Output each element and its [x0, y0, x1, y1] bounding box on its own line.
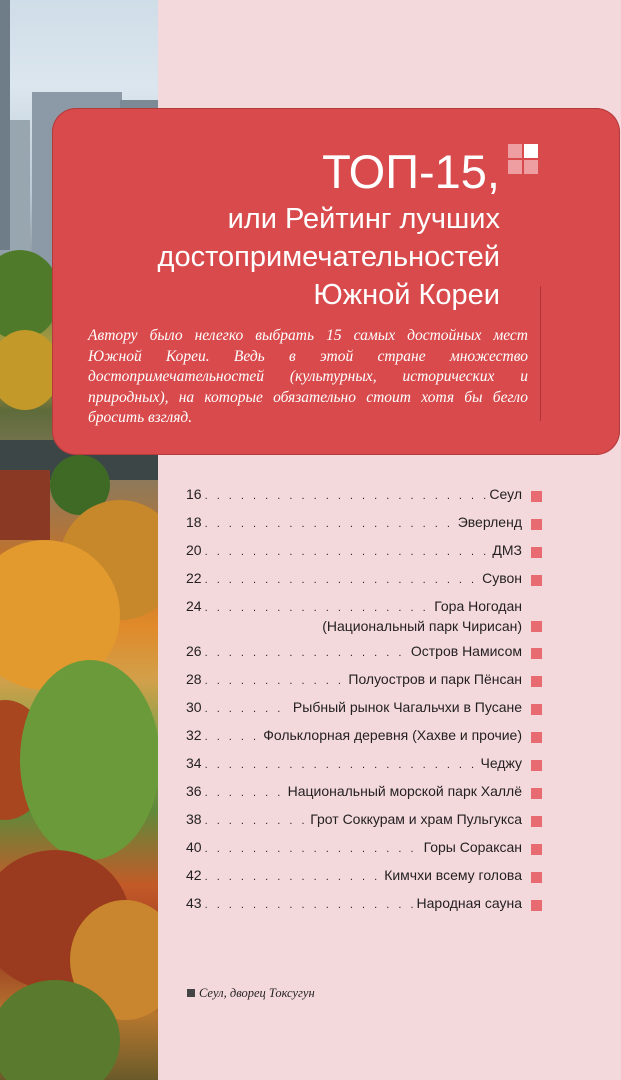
toc-leader-dots [205, 815, 308, 827]
toc-label: Сеул [489, 486, 522, 502]
toc-entry[interactable] [186, 755, 542, 783]
toc-page-number: 36 [186, 783, 202, 799]
toc-leader-dots [205, 787, 285, 799]
toc-label: ДМЗ [492, 542, 522, 558]
caption-text: Сеул, дворец Токсугун [199, 986, 315, 1000]
toc-entry[interactable] [186, 699, 542, 727]
divider [540, 286, 541, 421]
toc-entry[interactable] [186, 727, 542, 755]
toc-line [186, 839, 542, 859]
toc-entry[interactable] [186, 671, 542, 699]
square-bullet-icon [531, 547, 542, 558]
toc-label: Полуостров и парк Пёнсан [348, 671, 522, 687]
toc-entry[interactable] [186, 542, 542, 570]
toc-label: Сувон [482, 570, 522, 586]
tree [0, 330, 60, 410]
toc-label: Гора Ногодан [434, 598, 522, 614]
toc-leader-dots [205, 871, 382, 883]
subtitle-line: Южной Кореи [313, 279, 500, 311]
toc-entry[interactable] [186, 486, 542, 514]
tree [20, 660, 158, 860]
toc-page-number: 43 [186, 895, 202, 911]
square-bullet-icon [531, 491, 542, 502]
square-bullet-icon [531, 844, 542, 855]
toc-label: Рыбный рынок Чагальчхи в Пусане [292, 699, 522, 715]
toc-leader-dots [205, 647, 408, 659]
title-card [52, 108, 620, 455]
toc-leader-dots [205, 518, 455, 530]
toc-page-number: 18 [186, 514, 202, 530]
toc-entry[interactable] [186, 514, 542, 542]
toc-label: Чеджу [480, 755, 522, 771]
toc-entry[interactable] [186, 643, 542, 671]
palace-hall [0, 470, 50, 540]
square-bullet-icon [531, 676, 542, 687]
toc-page-number: 38 [186, 811, 202, 827]
toc-entry[interactable] [186, 811, 542, 839]
toc-line [186, 783, 542, 803]
toc-page-number: 28 [186, 671, 202, 687]
toc-line [186, 727, 542, 747]
square-bullet-icon [531, 900, 542, 911]
square-bullet-icon [531, 621, 542, 632]
toc-page-number: 32 [186, 727, 202, 743]
toc-leader-dots [205, 731, 261, 743]
toc-line [186, 542, 542, 562]
toc-leader-dots [205, 703, 290, 715]
toc-line [186, 486, 542, 506]
toc-line [186, 570, 542, 590]
toc-label: Фольклорная деревня (Хахве и прочие) [263, 727, 522, 743]
toc-label: Народная сауна [416, 895, 522, 911]
toc-line [186, 514, 542, 534]
square-bullet-icon [531, 575, 542, 586]
square-bullet-icon [531, 816, 542, 827]
page-title: ТОП-15, [322, 145, 500, 198]
skyscraper [10, 120, 30, 270]
toc-line [186, 671, 542, 691]
table-of-contents [186, 486, 542, 923]
toc-line [186, 895, 542, 915]
toc-line [186, 643, 542, 663]
toc-leader-dots [205, 759, 478, 771]
photo-caption [187, 986, 315, 1001]
square-bullet-icon [531, 648, 542, 659]
intro-paragraph: Автору было нелегко выбрать 15 самых достойных мест Южной Кореи. Ведь в этой стране множество достопримечательностей (культурных, исторических и природных), на которые обязательно стоит хотя бы бегло бросить взгляд. [88, 327, 528, 426]
toc-page-number: 42 [186, 867, 202, 883]
toc-page-number: 22 [186, 570, 202, 586]
toc-leader-dots [205, 899, 414, 911]
toc-entry[interactable] [186, 570, 542, 598]
toc-entry[interactable] [186, 598, 542, 643]
squares-logo-icon [508, 144, 540, 176]
toc-label: Остров Намисом [410, 643, 522, 659]
toc-entry[interactable] [186, 895, 542, 923]
toc-page-number: 34 [186, 755, 202, 771]
subtitle-line: достопримечательностей [157, 241, 500, 273]
square-bullet-icon [531, 788, 542, 799]
toc-page-number: 24 [186, 598, 202, 614]
toc-line [186, 867, 542, 887]
square-bullet-icon [531, 732, 542, 743]
square-bullet-icon [531, 519, 542, 530]
skyscraper [0, 0, 10, 250]
toc-leader-dots [205, 843, 421, 855]
toc-page-number: 30 [186, 699, 202, 715]
page-subtitle [158, 200, 500, 314]
toc-page-number: 40 [186, 839, 202, 855]
toc-label: Кимчхи всему голова [384, 867, 522, 883]
toc-label: Эверленд [457, 514, 522, 530]
toc-leader-dots [205, 490, 487, 502]
toc-label-continued: (Национальный парк Чирисан) [322, 618, 522, 634]
toc-line [186, 699, 542, 719]
toc-label: Национальный морской парк Халлё [287, 783, 522, 799]
toc-line [186, 598, 542, 618]
toc-entry[interactable] [186, 839, 542, 867]
subtitle-line: или Рейтинг лучших [227, 203, 500, 235]
toc-leader-dots [205, 602, 432, 614]
square-bullet-icon [531, 704, 542, 715]
square-bullet-icon [531, 872, 542, 883]
toc-leader-dots [205, 574, 480, 586]
toc-label: Горы Сораксан [423, 839, 522, 855]
toc-page-number: 26 [186, 643, 202, 659]
toc-page-number: 16 [186, 486, 202, 502]
toc-entry[interactable] [186, 783, 542, 811]
toc-page-number: 20 [186, 542, 202, 558]
square-bullet-icon [531, 760, 542, 771]
toc-label: Грот Соккурам и храм Пульгукса [310, 811, 522, 827]
toc-leader-dots [205, 675, 346, 687]
toc-line [186, 755, 542, 775]
toc-entry[interactable] [186, 867, 542, 895]
square-bullet-icon [187, 989, 195, 997]
toc-line [186, 811, 542, 831]
toc-leader-dots [205, 546, 490, 558]
